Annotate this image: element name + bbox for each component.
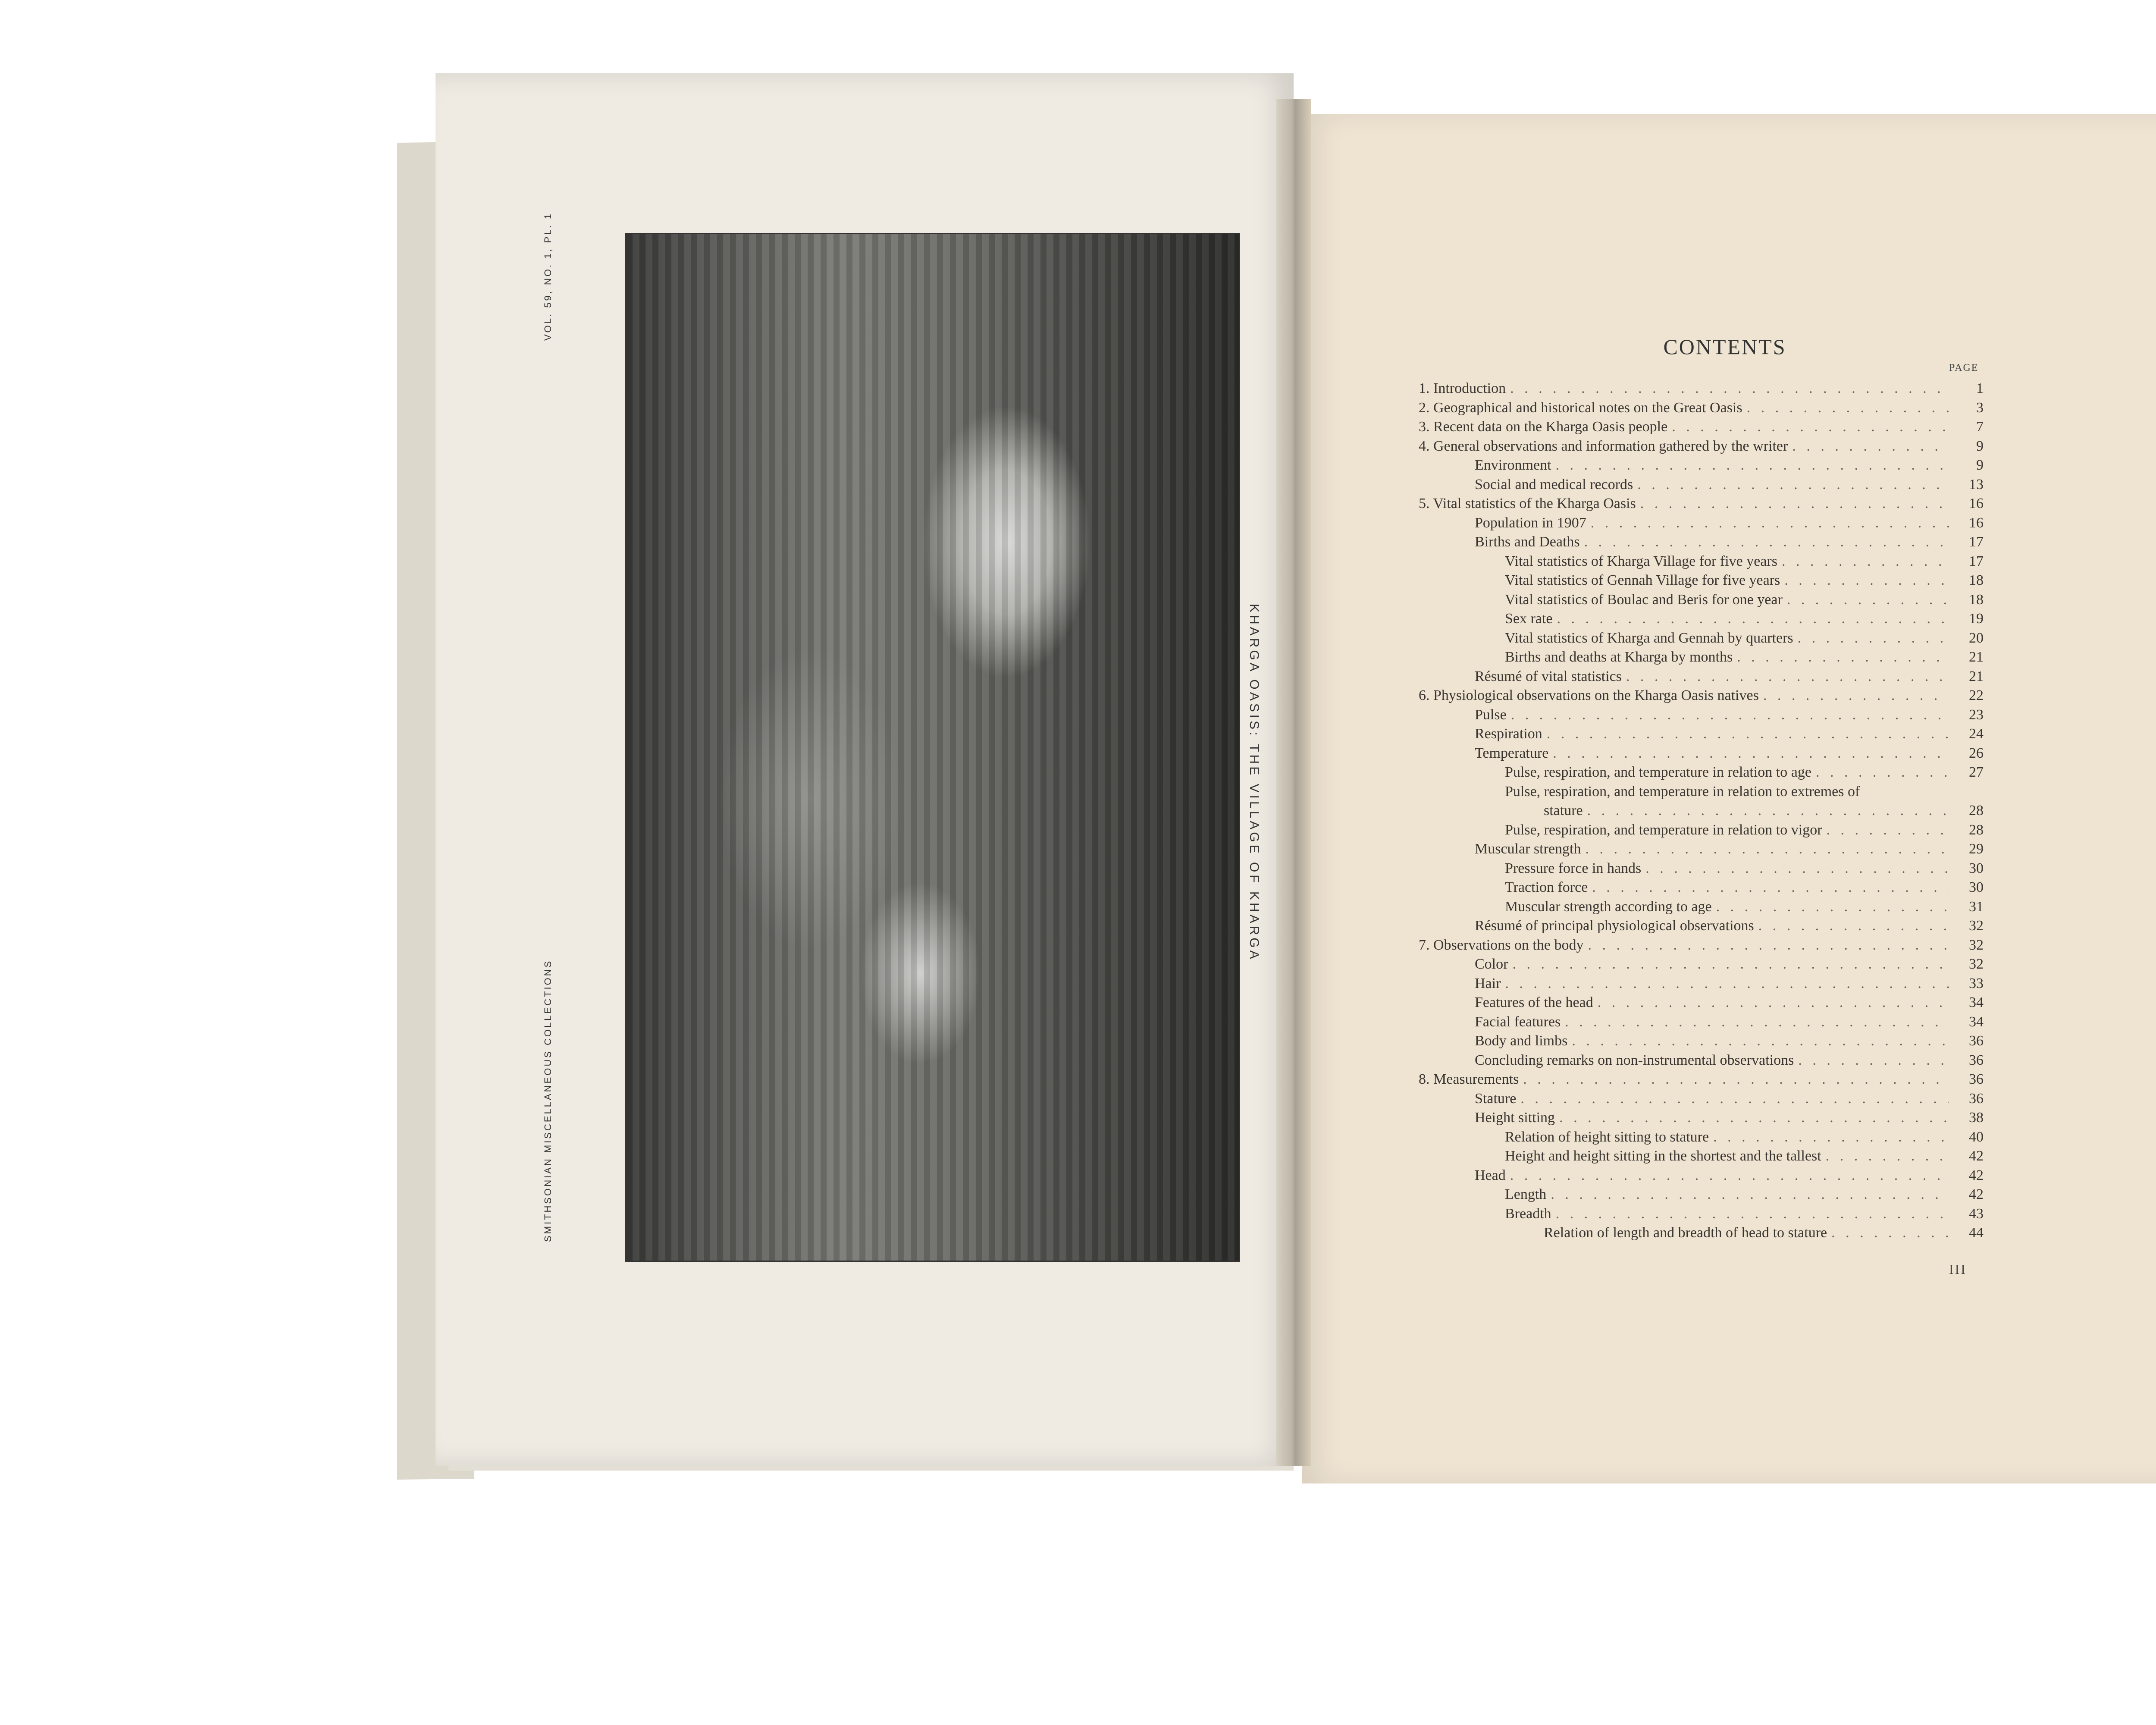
toc-entry-page: 28 <box>1969 803 1984 819</box>
toc-entry-page: 21 <box>1969 649 1984 665</box>
toc-entry <box>1419 879 1984 899</box>
toc-leader-dots <box>1588 937 1949 953</box>
toc-entry-page: 34 <box>1969 994 1984 1010</box>
toc-leader-dots <box>1547 726 1949 742</box>
toc-entry-label: Traction force <box>1505 879 1588 895</box>
toc-entry-page: 34 <box>1969 1013 1984 1030</box>
toc-entry <box>1419 1129 1984 1148</box>
toc-entry-page: 32 <box>1969 937 1984 953</box>
toc-leader-dots <box>1511 707 1949 723</box>
toc-leader-dots <box>1758 918 1949 934</box>
toc-leader-dots <box>1505 975 1949 992</box>
toc-entry <box>1419 1206 1984 1225</box>
plate-photograph <box>625 233 1240 1262</box>
toc-entry <box>1419 1167 1984 1187</box>
toc-leader-dots <box>1510 1167 1949 1184</box>
toc-entry <box>1419 1148 1984 1167</box>
toc-leader-dots <box>1584 534 1949 550</box>
toc-entry <box>1419 803 1984 822</box>
toc-entry-label: Temperature <box>1475 745 1549 761</box>
toc-entry-label: Facial features <box>1475 1013 1561 1030</box>
toc-entry <box>1419 611 1984 630</box>
toc-entry-label: Vital statistics of Kharga Village for five years <box>1505 553 1777 569</box>
toc-entry-page: 32 <box>1969 956 1984 972</box>
toc-entry-page: 16 <box>1969 514 1984 531</box>
toc-entry-label: Head <box>1475 1167 1506 1183</box>
toc-entry-page: 44 <box>1969 1225 1984 1241</box>
toc-entry-page: 16 <box>1969 496 1984 511</box>
toc-entry-page: 17 <box>1969 553 1984 569</box>
toc-entry <box>1419 860 1984 880</box>
plate-caption: KHARGA OASIS: THE VILLAGE OF KHARGA <box>1247 604 1261 962</box>
toc-entry-page: 26 <box>1969 745 1984 761</box>
toc-entry <box>1419 899 1984 918</box>
toc-leader-dots <box>1816 764 1949 781</box>
toc-entry-label: Height sitting <box>1475 1110 1555 1126</box>
toc-leader-dots <box>1640 496 1949 512</box>
toc-leader-dots <box>1784 572 1949 589</box>
toc-entry-label: Résumé of principal physiological observations <box>1475 918 1754 934</box>
toc-entry-label: Résumé of vital statistics <box>1475 668 1622 684</box>
toc-entry-label: Births and deaths at Kharga by months <box>1505 649 1733 665</box>
toc-entry <box>1419 457 1984 477</box>
toc-leader-dots <box>1557 611 1949 627</box>
toc-entry-label: Sex rate <box>1505 611 1553 627</box>
toc-entry <box>1419 438 1984 458</box>
toc-entry-label: 5. Vital statistics of the Kharga Oasis <box>1419 496 1636 511</box>
toc-entry-label: Vital statistics of Kharga and Gennah by quarters <box>1505 630 1793 646</box>
toc-entry-label: 4. General observations and information gathered by the writer <box>1419 438 1788 454</box>
toc-entry <box>1419 937 1984 957</box>
toc-leader-dots <box>1598 994 1949 1011</box>
toc-entry <box>1419 515 1984 534</box>
toc-entry-page: 28 <box>1969 822 1984 838</box>
toc-entry-page: 42 <box>1969 1148 1984 1164</box>
toc-entry-page: 29 <box>1969 841 1984 857</box>
toc-leader-dots <box>1827 822 1949 838</box>
toc-entry <box>1419 668 1984 688</box>
toc-leader-dots <box>1559 1110 1949 1126</box>
toc-leader-dots <box>1523 1071 1949 1088</box>
toc-entry-label: 8. Measurements <box>1419 1071 1519 1087</box>
toc-entry-label: Length <box>1505 1186 1547 1202</box>
book-gutter <box>1276 99 1311 1466</box>
toc-entry-label: Pulse <box>1475 706 1507 723</box>
toc-leader-dots <box>1626 668 1949 685</box>
toc-entry <box>1419 572 1984 592</box>
toc-entry-label: stature <box>1544 803 1583 819</box>
toc-entry <box>1419 400 1984 419</box>
toc-leader-dots <box>1551 1186 1949 1203</box>
toc-entry <box>1419 477 1984 496</box>
contents-title: CONTENTS <box>1663 335 1786 359</box>
toc-entry-page: 40 <box>1969 1129 1984 1145</box>
toc-entry <box>1419 592 1984 611</box>
toc-entry-label: Pressure force in hands <box>1505 860 1642 876</box>
toc-entry-label: Relation of height sitting to stature <box>1505 1129 1709 1145</box>
toc-entry-page: 22 <box>1969 687 1984 703</box>
toc-entry <box>1419 649 1984 668</box>
toc-leader-dots <box>1572 1033 1949 1049</box>
toc-entry-page: 36 <box>1969 1033 1984 1049</box>
toc-entry-label: 1. Introduction <box>1419 380 1506 396</box>
toc-entry-page: 21 <box>1969 668 1984 684</box>
toc-leader-dots <box>1512 956 1949 972</box>
toc-entry <box>1419 553 1984 573</box>
toc-leader-dots <box>1591 515 1949 531</box>
toc-leader-dots <box>1763 687 1949 704</box>
series-label: SMITHSONIAN MISCELLANEOUS COLLECTIONS <box>542 959 553 1242</box>
toc-entry-label: Height and height sitting in the shortest and the tallest <box>1505 1148 1821 1164</box>
toc-entry <box>1419 1071 1984 1091</box>
toc-leader-dots <box>1737 649 1949 665</box>
toc-entry <box>1419 918 1984 937</box>
toc-entry-page: 18 <box>1969 572 1984 588</box>
toc-entry <box>1419 1014 1984 1033</box>
toc-entry-label: 3. Recent data on the Kharga Oasis people <box>1419 419 1668 435</box>
toc-leader-dots <box>1787 592 1949 608</box>
toc-entry <box>1419 726 1984 745</box>
toc-entry <box>1419 784 1984 803</box>
toc-entry-page: 32 <box>1969 918 1984 934</box>
toc-leader-dots <box>1645 860 1949 877</box>
toc-entry-page: 9 <box>1976 438 1984 454</box>
toc-entry-page: 27 <box>1969 764 1984 780</box>
toc-entry <box>1419 707 1984 726</box>
toc-entry-label: Muscular strength according to age <box>1505 898 1712 915</box>
toc-entry-label: Births and Deaths <box>1475 534 1580 550</box>
toc-entry <box>1419 1033 1984 1052</box>
toc-entry-page: 42 <box>1969 1186 1984 1202</box>
toc-leader-dots <box>1798 630 1949 646</box>
toc-entry <box>1419 1091 1984 1110</box>
toc-entry <box>1419 822 1984 841</box>
toc-leader-dots <box>1585 841 1949 857</box>
toc-entry-page: 36 <box>1969 1052 1984 1068</box>
toc-entry-label: Body and limbs <box>1475 1033 1568 1049</box>
toc-entry <box>1419 496 1984 515</box>
toc-entry <box>1419 1225 1984 1244</box>
toc-entry-page: 20 <box>1969 630 1984 646</box>
toc-leader-dots <box>1747 400 1949 416</box>
toc-leader-dots <box>1510 380 1949 397</box>
toc-entry-label: Color <box>1475 956 1508 972</box>
toc-leader-dots <box>1565 1014 1949 1030</box>
page-column-header: PAGE <box>1949 362 1979 373</box>
toc-entry-label: Vital statistics of Boulac and Beris for one year <box>1505 591 1783 608</box>
volume-label: VOL. 59, NO. 1, PL. 1 <box>542 212 553 341</box>
toc-entry-label: Pulse, respiration, and temperature in relation to age <box>1505 764 1811 780</box>
toc-entry-page: 13 <box>1969 476 1984 492</box>
toc-leader-dots <box>1637 477 1949 493</box>
toc-entry-label: Relation of length and breadth of head to stature <box>1544 1225 1827 1241</box>
toc-leader-dots <box>1792 438 1949 455</box>
toc-entry <box>1419 687 1984 707</box>
toc-entry-page: 33 <box>1969 975 1984 991</box>
toc-entry <box>1419 975 1984 995</box>
toc-leader-dots <box>1520 1091 1949 1107</box>
toc-entry-page: 31 <box>1969 898 1984 915</box>
toc-entry-label: Respiration <box>1475 726 1542 742</box>
toc-entry-label: Vital statistics of Gennah Village for five years <box>1505 572 1780 588</box>
toc-entry-label: Environment <box>1475 457 1551 473</box>
toc-leader-dots <box>1672 419 1949 435</box>
toc-entry <box>1419 380 1984 400</box>
toc-entry-page: 38 <box>1969 1110 1984 1126</box>
toc-entry-page: 30 <box>1969 860 1984 876</box>
toc-entry-page: 18 <box>1969 591 1984 608</box>
toc-entry <box>1419 630 1984 649</box>
toc-entry <box>1419 419 1984 438</box>
toc-entry <box>1419 1052 1984 1072</box>
toc-entry <box>1419 1186 1984 1206</box>
toc-entry <box>1419 534 1984 553</box>
toc-entry-label: 7. Observations on the body <box>1419 937 1584 953</box>
toc-entry-page: 36 <box>1969 1071 1984 1087</box>
toc-entry <box>1419 1110 1984 1129</box>
toc-entry-label: Population in 1907 <box>1475 514 1586 531</box>
toc-entry-label: Social and medical records <box>1475 476 1633 492</box>
toc-leader-dots <box>1782 553 1949 570</box>
toc-leader-dots <box>1798 1052 1949 1069</box>
toc-entry-page: 7 <box>1976 419 1984 435</box>
toc-entry-page: 43 <box>1969 1205 1984 1222</box>
toc-entry-page: 24 <box>1969 726 1984 742</box>
toc-entry-page: 17 <box>1969 534 1984 550</box>
toc-entry-label: Hair <box>1475 975 1501 991</box>
toc-entry-label: Muscular strength <box>1475 841 1581 857</box>
page-folio: III <box>1949 1261 1967 1277</box>
toc-entry-page: 9 <box>1976 457 1984 473</box>
toc-entry-label: 6. Physiological observations on the Kharga Oasis natives <box>1419 687 1759 703</box>
toc-entry-page: 19 <box>1969 611 1984 627</box>
toc-leader-dots <box>1831 1225 1949 1241</box>
toc-leader-dots <box>1713 1129 1949 1145</box>
toc-entry <box>1419 994 1984 1014</box>
toc-entry-label: Pulse, respiration, and temperature in relation to vigor <box>1505 822 1822 838</box>
toc-leader-dots <box>1556 1206 1949 1222</box>
table-of-contents <box>1419 380 1984 1244</box>
toc-entry-label: Breadth <box>1505 1205 1551 1222</box>
toc-entry-page: 23 <box>1969 706 1984 723</box>
toc-leader-dots <box>1592 879 1949 896</box>
toc-entry-label: Pulse, respiration, and temperature in relation to extremes of <box>1505 783 1860 800</box>
toc-entry-label: Concluding remarks on non-instrumental observations <box>1475 1052 1794 1068</box>
toc-entry <box>1419 764 1984 784</box>
toc-entry-page: 42 <box>1969 1167 1984 1183</box>
toc-entry <box>1419 841 1984 860</box>
toc-entry-label: 2. Geographical and historical notes on the Great Oasis <box>1419 399 1742 416</box>
toc-leader-dots <box>1716 899 1949 915</box>
toc-entry-label: Stature <box>1475 1090 1517 1107</box>
toc-leader-dots <box>1826 1148 1949 1164</box>
toc-entry-page: 30 <box>1969 879 1984 895</box>
toc-entry <box>1419 745 1984 765</box>
toc-entry-label: Features of the head <box>1475 994 1593 1010</box>
toc-leader-dots <box>1556 457 1949 474</box>
toc-entry <box>1419 956 1984 975</box>
toc-entry-page: 3 <box>1976 399 1984 416</box>
toc-leader-dots <box>1587 803 1949 819</box>
toc-leader-dots <box>1553 745 1949 762</box>
toc-entry-page: 1 <box>1976 380 1984 396</box>
toc-entry-page: 36 <box>1969 1090 1984 1107</box>
